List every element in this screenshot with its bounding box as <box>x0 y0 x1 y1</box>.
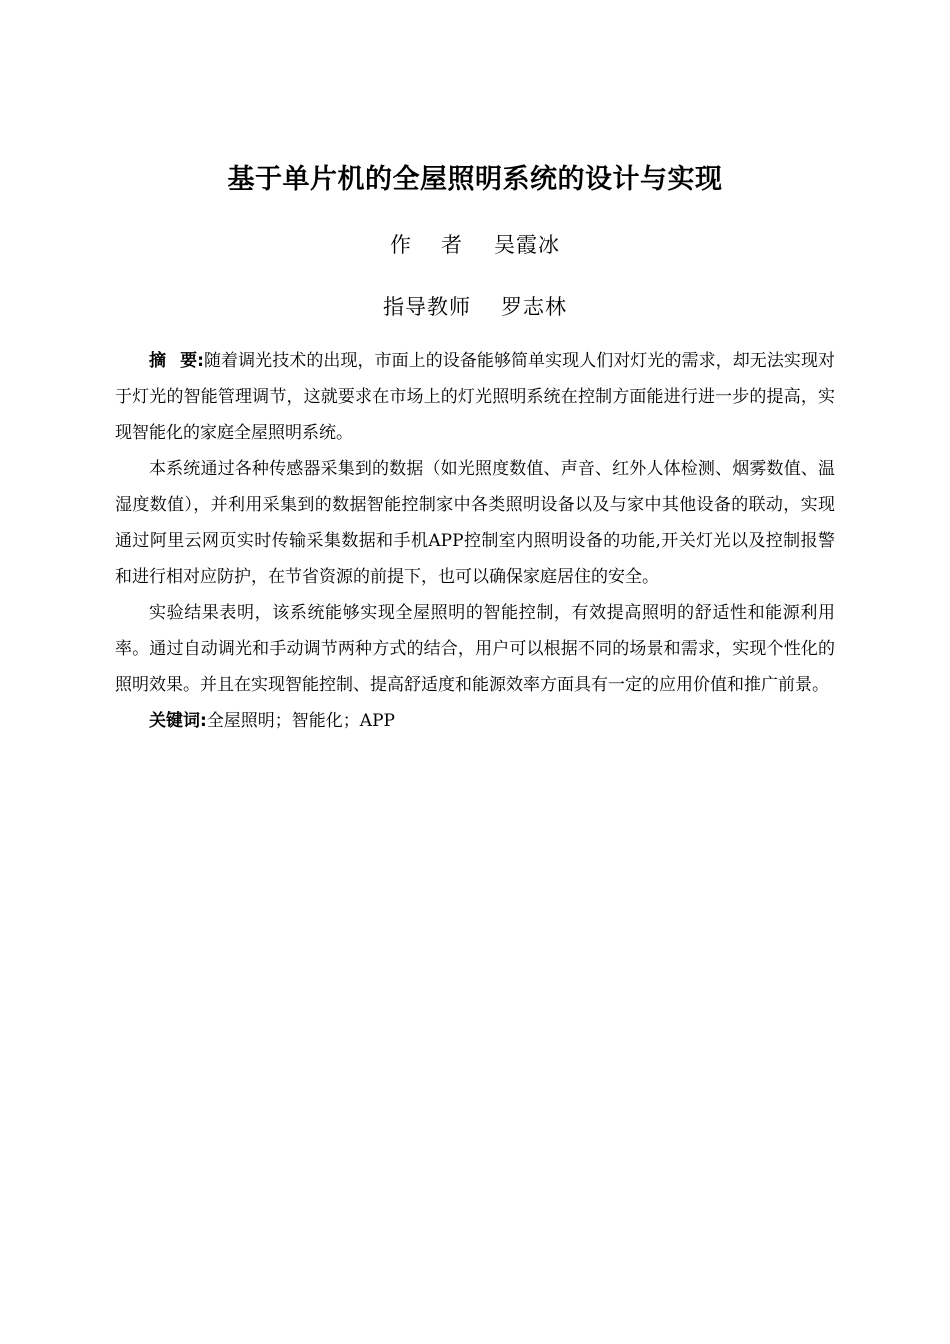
author-line <box>0 230 950 260</box>
abstract-paragraph-1 <box>115 343 835 451</box>
abstract-text-1: 随着调光技术的出现，市面上的设备能够简单实现人们对灯光的需求，却无法实现对于灯光的智能管理调节，这就要求在市场上的灯光照明系统在控制方面能进行进一步的提高，实现智能化的家庭全屋照明系统。 <box>115 351 836 443</box>
author-role-label: 作者 <box>390 233 492 257</box>
abstract-section <box>115 343 835 739</box>
advisor-role-label: 指导教师 <box>383 295 471 319</box>
advisor-line <box>0 292 950 322</box>
keywords-line <box>115 703 835 739</box>
keywords-label: 关键词: <box>149 711 207 731</box>
keywords-value: 全屋照明；智能化；APP <box>206 711 395 731</box>
abstract-paragraph-3: 实验结果表明，该系统能够实现全屋照明的智能控制，有效提高照明的舒适性和能源利用率。通过自动调光和手动调节两种方式的结合，用户可以根据不同的场景和需求，实现个性化的照明效果。并且在实现智能控制、提高舒适度和能源效率方面具有一定的应用价值和推广前景。 <box>115 603 835 695</box>
author-name: 吴霞冰 <box>494 233 560 257</box>
advisor-name: 罗志林 <box>501 295 567 319</box>
abstract-label: 摘要: <box>149 351 204 371</box>
abstract-paragraph-2: 本系统通过各种传感器采集到的数据（如光照度数值、声音、红外人体检测、烟雾数值、温湿度数值），并利用采集到的数据智能控制家中各类照明设备以及与家中其他设备的联动，实现通过阿里云网页实时传输采集数据和手机APP控制室内照明设备的功能,开关灯光以及控制报警和进行相对应防护，在节省资源的前提下，也可以确保家庭居住的安全。 <box>115 459 835 587</box>
paper-title: 基于单片机的全屋照明系统的设计与实现 <box>227 164 723 195</box>
